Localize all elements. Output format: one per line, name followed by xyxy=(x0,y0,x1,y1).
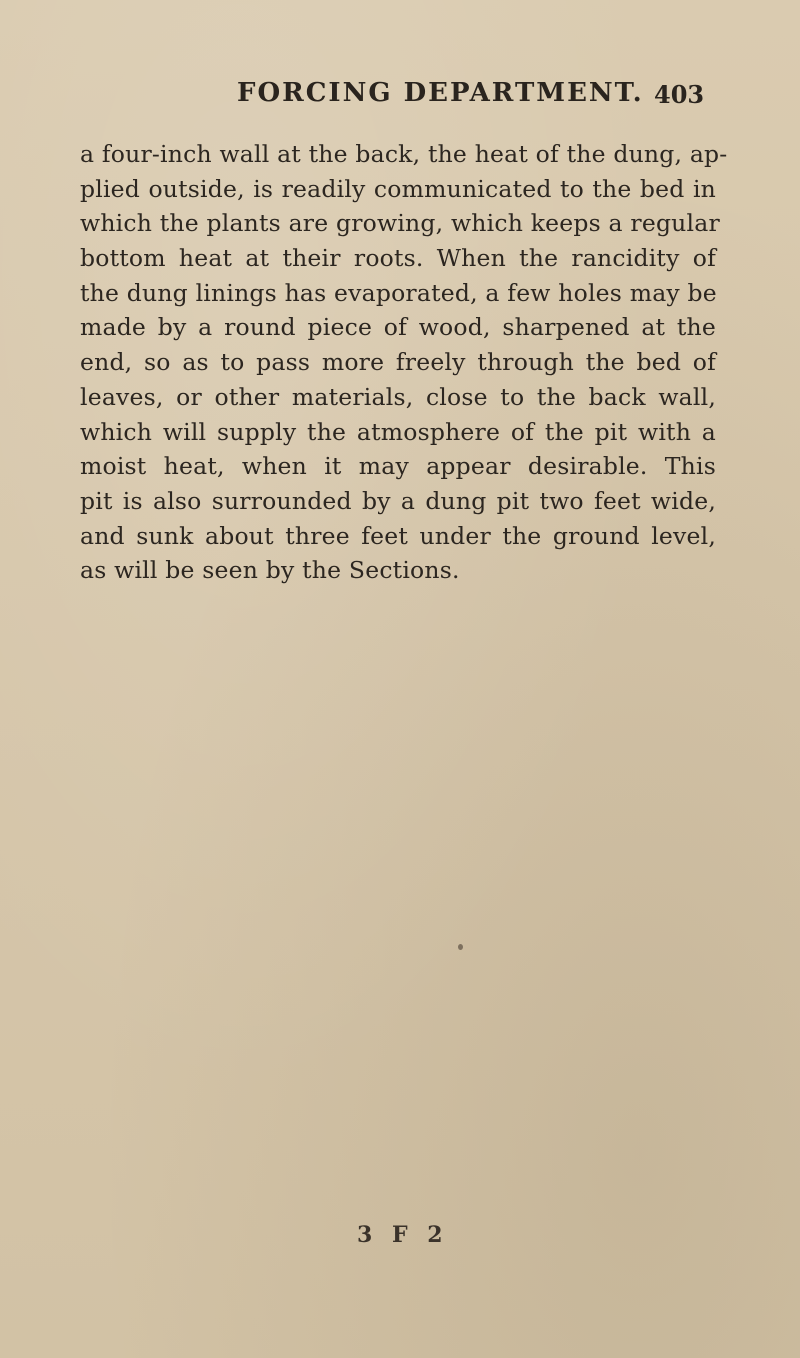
text-line: moist heat, when it may appear desirable. This xyxy=(80,452,716,481)
body-paragraph xyxy=(80,137,728,588)
text-line: leaves, or other materials, close to the back wall, xyxy=(80,382,716,411)
text-line: bottom heat at their roots. When the rancidity of xyxy=(80,244,716,273)
text-line: as will be seen by the Sections. xyxy=(80,556,460,585)
text-line: which will supply the atmosphere of the pit with a xyxy=(80,417,716,446)
text-line: plied outside, is readily communicated to the bed in xyxy=(80,174,716,203)
text-line: and sunk about three feet under the ground level, xyxy=(80,521,716,550)
text-line: end, so as to pass more freely through the bed of xyxy=(80,348,716,377)
text-line: made by a round piece of wood, sharpened at the xyxy=(80,313,716,342)
page-header xyxy=(0,76,800,116)
page-number: 403 xyxy=(654,80,705,109)
running-head: FORCING DEPARTMENT. xyxy=(237,78,644,108)
signature-mark: 3 F 2 xyxy=(357,1222,449,1248)
text-line: which the plants are growing, which keeps a regular xyxy=(80,209,720,238)
ink-speck xyxy=(458,944,463,950)
text-line: pit is also surrounded by a dung pit two feet wide, xyxy=(80,486,716,515)
text-line: the dung linings has evaporated, a few holes may be xyxy=(80,278,717,307)
text-line: a four-inch wall at the back, the heat of the dung, ap- xyxy=(80,140,728,168)
